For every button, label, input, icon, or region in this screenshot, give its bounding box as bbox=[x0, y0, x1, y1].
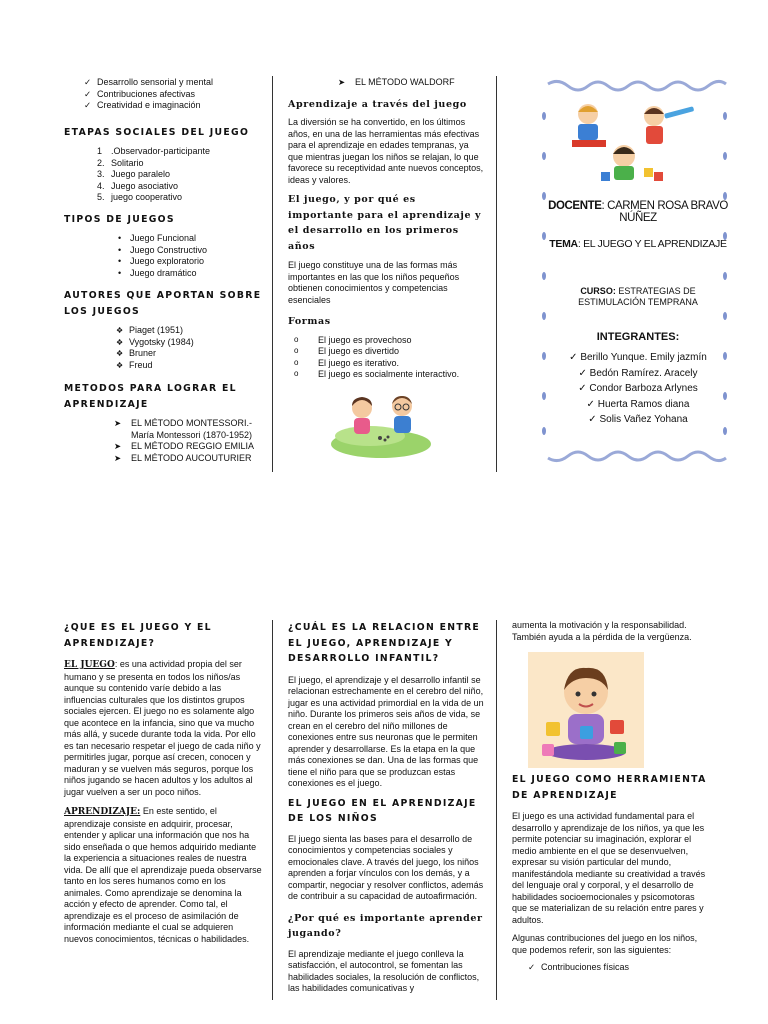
list-item: 1 .Observador-participante bbox=[97, 146, 211, 156]
paragraph: EL JUEGO: es una actividad propia del ser humano y se presenta en todos los niños/as aunque su contenido varíe debido a las influencias culturales que los distintos grupos sociales ejercen. El juego no es solamente algo que acontece en la infancia, sino que va mucho más allá, y sucede durante toda la vida. Por ello es tan necesario respetar el juego de cada niño y permitirles jugar, porque así crecen, conocen y maduran y se vuelven más seguros, porque los niños jugando se hacen adultos y los adultos al jugar vuelven a ser un poco niños. bbox=[64, 659, 261, 797]
tipos-heading: TIPOS DE JUEGOS bbox=[64, 213, 175, 225]
formas-list bbox=[288, 335, 484, 381]
section-heading: Aprendizaje a través del juego bbox=[288, 98, 467, 110]
panel-5 bbox=[288, 620, 484, 995]
paragraph: El juego, el aprendizaje y el desarrollo infantil se relacionan estrechamente en el cerebro del niño, jugar es una actividad primordial en la vida de un niño. Durante los primeros seis años de vida, se crean en el cerebro del niño millones de conexiones entre sus neuronas que le permiten aprender y desarrollarse. Es la etapa en la que más conexiones se dan. Una de las formas que tiene el niño para que se produzcan estas conexiones es el juego. bbox=[288, 674, 484, 788]
list-item: ➤ EL MÉTODO REGGIO EMILIA bbox=[114, 441, 264, 453]
list-item: o El juego es provechoso bbox=[288, 335, 484, 347]
paragraph: Algunas contribuciones del juego en los niños, que podemos referir, son las siguientes: bbox=[512, 933, 698, 955]
list-item: ✓ Solis Vañez Yohana bbox=[588, 414, 688, 425]
column-divider bbox=[496, 76, 497, 472]
list-item: 2. Solitario bbox=[97, 157, 144, 168]
metodos-heading: METODOS PARA LOGRAR EL APRENDIZAJE bbox=[64, 383, 237, 410]
etapas-list bbox=[97, 146, 264, 204]
list-item: ✓ Condor Barboza Arlynes bbox=[578, 383, 698, 394]
section-heading: EL JUEGO COMO HERRAMIENTA DE APRENDIZAJE bbox=[512, 774, 707, 801]
column-divider bbox=[272, 620, 273, 1000]
paragraph: El aprendizaje mediante el juego conlleva la satisfacción, el autocontrol, se fomentan las habilidades sociales, la resolución de conflictos, las habilidades comunicativas y bbox=[288, 948, 480, 993]
docente-label: DOCENTE bbox=[548, 200, 602, 212]
list-item: ❖ Bruner bbox=[114, 348, 264, 360]
list-item: o El juego es iterativo. bbox=[288, 358, 484, 370]
contribuciones-list bbox=[526, 962, 708, 974]
paragraph: El juego sienta las bases para el desarrollo de conocimientos y competencias sociales y emocionales clave. A través del juego, los niños aprenden a forjar vínculos con los demás, y a compartir, negociar y resolver conflictos, además de contribuir a su capacidad de autoafirmación. bbox=[288, 833, 484, 901]
tema-label: TEMA bbox=[549, 238, 578, 250]
paragraph: aumenta la motivación y la responsabilidad. También ayuda a la pérdida de la vergüenza. bbox=[512, 620, 692, 642]
section-heading: ¿CUÁL ES LA RELACION ENTRE EL JUEGO, APRENDIZAJE Y DESARROLLO INFANTIL? bbox=[288, 622, 481, 664]
list-item: • Juego dramático bbox=[114, 268, 264, 280]
section-heading: El juego, y por qué es importante para el aprendizaje y el desarrollo en los primeros años bbox=[288, 194, 482, 252]
list-item: o El juego es socialmente interactivo. bbox=[288, 369, 484, 381]
tema-value: : EL JUEGO Y EL APRENDIZAJE bbox=[577, 238, 727, 250]
paragraph: El juego constituye una de las formas más importantes en las que los niños pequeños obtienen conocimientos y competencias esenciales bbox=[288, 260, 460, 305]
curso-value: ESTRATEGIAS DE ESTIMULACIÓN TEMPRANA bbox=[578, 286, 698, 307]
tema-line bbox=[548, 238, 728, 250]
section-heading: Formas bbox=[288, 316, 331, 327]
curso-label: CURSO: bbox=[580, 286, 616, 296]
section-heading: ¿QUE ES EL JUEGO Y EL APRENDIZAJE? bbox=[64, 622, 212, 649]
tipos-list bbox=[114, 233, 264, 279]
autores-list bbox=[114, 325, 264, 371]
list-item: o El juego es divertido bbox=[288, 346, 484, 358]
paragraph: APRENDIZAJE: En este sentido, el aprendizaje consiste en adquirir, procesar, entender y aplicar una información que nos ha sido enseñada o que hemos adquirido mediante la experiencia a situaciones reales de nuestra vida. De allí que el aprendizaje pueda observarse tanto en los seres humanos como en los animales. Como aprendizaje se denomina la acción y efecto de aprender. Como tal, el aprendizaje es el proceso de asimilación de información mediante el cual se adquieren nuevos conocimientos, técnicas o habilidades. bbox=[64, 806, 262, 944]
list-item: ✓ Contribuciones físicas bbox=[526, 962, 708, 974]
panel-2 bbox=[288, 77, 484, 381]
paragraph: El juego es una actividad fundamental para el desarrollo y aprendizaje de los niños, ya que les permite potenciar su imaginación, explorar el medio ambiente en el que se desenvuelven, expresar su visión particular del mundo, manifestándola mediante su creatividad a través del lenguaje oral y corporal, y el desarrollo de habilidades socioemocionales y psicomotoras que se materializan de su relación entre pares y adultos. bbox=[512, 811, 706, 925]
term-label: EL JUEGO bbox=[64, 660, 115, 670]
list-item: ✓ Creatividad e imaginación bbox=[82, 100, 264, 112]
panel-6-body bbox=[512, 772, 708, 974]
list-item: ➤ EL MÉTODO WALDORF bbox=[338, 77, 484, 89]
list-item: • Juego Funcional bbox=[114, 233, 264, 245]
list-item: ❖ Piaget (1951) bbox=[114, 325, 264, 337]
curso-line bbox=[546, 286, 730, 308]
panel-1 bbox=[64, 77, 264, 464]
integrantes-list bbox=[548, 350, 728, 428]
integrantes-heading: INTEGRANTES: bbox=[596, 331, 680, 343]
section-heading: EL JUEGO EN EL APRENDIZAJE DE LOS NIÑOS bbox=[288, 797, 477, 824]
column-divider bbox=[496, 620, 497, 1000]
cover-panel bbox=[538, 76, 731, 466]
list-item: ✓ Contribuciones afectivas bbox=[82, 89, 264, 101]
list-item: ❖ Freud bbox=[114, 360, 264, 372]
section-heading: ¿Por qué es importante aprender jugando? bbox=[288, 912, 483, 939]
list-item: 3. Juego paralelo bbox=[97, 169, 171, 179]
list-item: ✓ Bedón Ramírez. Aracely bbox=[578, 367, 698, 379]
list-item: ✓ Berillo Yunque. Emily jazmín bbox=[569, 352, 707, 363]
list-item: ➤ EL MÉTODO MONTESSORI.- María Montessori (1870-1952) bbox=[114, 418, 264, 441]
docente-line bbox=[548, 200, 728, 224]
autores-heading: AUTORES QUE APORTAN SOBRE LOS JUEGOS bbox=[64, 290, 262, 317]
children-playing-illustration bbox=[330, 386, 432, 458]
list-item: ✓ Huerta Ramos diana bbox=[586, 398, 690, 410]
list-item: ❖ Vygotsky (1984) bbox=[114, 337, 264, 349]
etapas-heading: ETAPAS SOCIALES DEL JUEGO bbox=[64, 126, 250, 138]
waldorf-list bbox=[338, 77, 484, 89]
term-label: APRENDIZAJE: bbox=[64, 807, 141, 817]
panel-4 bbox=[64, 620, 262, 945]
list-item: 5. juego cooperativo bbox=[97, 192, 183, 202]
top-checklist bbox=[82, 77, 264, 112]
kids-cartoon-illustration bbox=[566, 96, 698, 188]
metodos-list bbox=[114, 418, 264, 464]
list-item: • Juego exploratorio bbox=[114, 256, 264, 268]
list-item: ✓ Desarrollo sensorial y mental bbox=[82, 77, 264, 89]
docente-name: : CARMEN ROSA BRAVO NÚÑEZ bbox=[601, 200, 728, 224]
list-item: • Juego Constructivo bbox=[114, 245, 264, 257]
list-item: ➤ EL MÉTODO AUCOUTURIER bbox=[114, 453, 264, 465]
paragraph: La diversión se ha convertido, en los últimos años, en una de las herramientas más efectivas para el aprendizaje en edades tempranas, ya que mientras juegan los niños se relajan, lo que favorece su receptividad ante nuevos conceptos, ideas y valores. bbox=[288, 117, 484, 185]
panel-6 bbox=[512, 620, 708, 643]
column-divider bbox=[272, 76, 273, 472]
list-item: 4. Juego asociativo bbox=[97, 180, 179, 191]
child-puzzle-illustration bbox=[528, 652, 644, 768]
